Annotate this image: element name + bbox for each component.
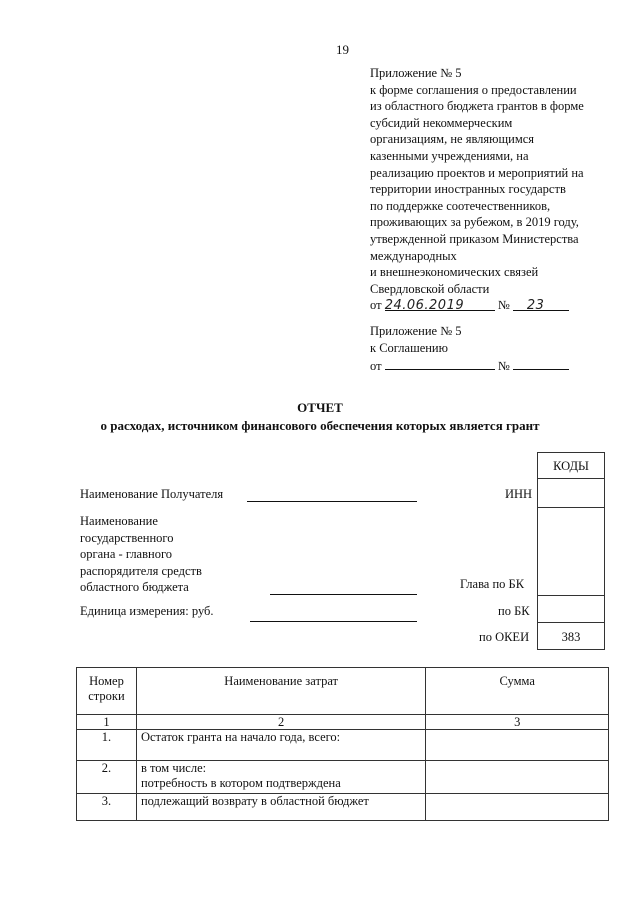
header-cost-name: Наименование затрат xyxy=(136,668,425,715)
appendix-header xyxy=(370,65,625,314)
number-label: № xyxy=(497,359,510,374)
gov-body-line: распорядителя средств xyxy=(80,563,202,578)
agreement-date-number-line xyxy=(370,356,569,375)
row-name-line: в том числе: xyxy=(140,761,207,775)
handwritten-number: 23 xyxy=(526,298,545,314)
appendix-line: территории иностранных государств xyxy=(370,182,566,197)
bk-label: по БК xyxy=(498,604,530,618)
gov-body-line: государственного xyxy=(80,530,174,545)
inn-code-cell xyxy=(537,478,605,507)
gov-body-line: Наименование xyxy=(80,514,158,528)
recipient-label: Наименование Получателя xyxy=(80,487,224,501)
glava-code-cell xyxy=(537,507,605,595)
from-label: от xyxy=(370,359,382,374)
index-cell: 1 xyxy=(77,715,137,730)
gov-body-label xyxy=(80,513,202,596)
header-line: Номер xyxy=(89,674,124,688)
order-number-field xyxy=(513,297,569,314)
appendix-line: субсидий некоммерческим xyxy=(370,115,513,130)
costs-table xyxy=(76,667,609,821)
row-name: Остаток гранта на начало года, всего: xyxy=(136,730,425,761)
appendix-line: из областного бюджета грантов в форме xyxy=(370,99,584,114)
table-header-row xyxy=(77,668,609,715)
codes-column xyxy=(537,449,606,649)
row-name-line: потребность в котором подтверждена xyxy=(140,776,341,790)
appendix-line: утвержденной приказом Министерства xyxy=(370,231,579,246)
row-number: 1. xyxy=(77,730,137,761)
gov-body-line: областного бюджета xyxy=(80,580,189,594)
appendix-line: проживающих за рубежом, в 2019 году, xyxy=(370,215,579,230)
appendix-line: по поддержке соотечественников, xyxy=(370,198,551,213)
okei-code-cell: 383 xyxy=(537,622,605,650)
table-row xyxy=(77,730,609,761)
row-number: 2. xyxy=(77,761,137,794)
number-label: № xyxy=(497,298,510,313)
order-date-number-line xyxy=(370,297,625,314)
index-cell: 3 xyxy=(426,715,609,730)
row-number: 3. xyxy=(77,794,137,821)
row-name: подлежащий возврату в областной бюджет xyxy=(136,794,425,821)
okei-label: по ОКЕИ xyxy=(479,630,530,644)
agreement-appendix-line: к Соглашению xyxy=(370,340,448,355)
page-number: 19 xyxy=(336,42,349,57)
from-label: от xyxy=(370,298,382,313)
appendix-line: организациям, не являющимся xyxy=(370,132,535,147)
table-row xyxy=(77,761,609,794)
report-subtitle: о расходах, источником финансового обеспечения которых является грант xyxy=(100,418,540,433)
gov-body-field xyxy=(270,594,417,595)
header-row-number xyxy=(77,668,137,715)
glava-label: Глава по БК xyxy=(460,577,525,591)
inn-label: ИНН xyxy=(505,487,533,501)
appendix-line: Свердловской области xyxy=(370,281,490,296)
recipient-field xyxy=(247,501,417,502)
gov-body-line: органа - главного xyxy=(80,547,173,561)
unit-label: Единица измерения: руб. xyxy=(80,604,214,618)
handwritten-date: 24.06.2019 xyxy=(384,298,465,314)
appendix-line: реализацию проектов и мероприятий на xyxy=(370,165,584,180)
header-sum: Сумма xyxy=(426,668,609,715)
agreement-number-field xyxy=(513,356,569,370)
row-sum xyxy=(426,761,609,794)
agreement-appendix-line: Приложение № 5 xyxy=(370,324,462,338)
table-row xyxy=(77,794,609,821)
row-name xyxy=(136,761,425,794)
header-line: строки xyxy=(88,689,125,703)
report-title: ОТЧЕТ xyxy=(297,400,343,415)
order-date-field xyxy=(384,297,495,314)
row-sum xyxy=(426,730,609,761)
row-sum xyxy=(426,794,609,821)
agreement-appendix xyxy=(370,323,569,375)
appendix-line: казенными учреждениями, на xyxy=(370,148,529,163)
table-index-row xyxy=(77,715,609,730)
appendix-line: и внешнеэкономических связей xyxy=(370,265,539,280)
appendix-line: к форме соглашения о предоставлении xyxy=(370,82,577,97)
agreement-date-field xyxy=(385,356,495,370)
unit-field xyxy=(250,621,417,622)
appendix-line: международных xyxy=(370,248,457,263)
codes-header: КОДЫ xyxy=(537,452,605,478)
index-cell: 2 xyxy=(136,715,425,730)
appendix-line: Приложение № 5 xyxy=(370,66,462,80)
bk-code-cell xyxy=(537,595,605,622)
